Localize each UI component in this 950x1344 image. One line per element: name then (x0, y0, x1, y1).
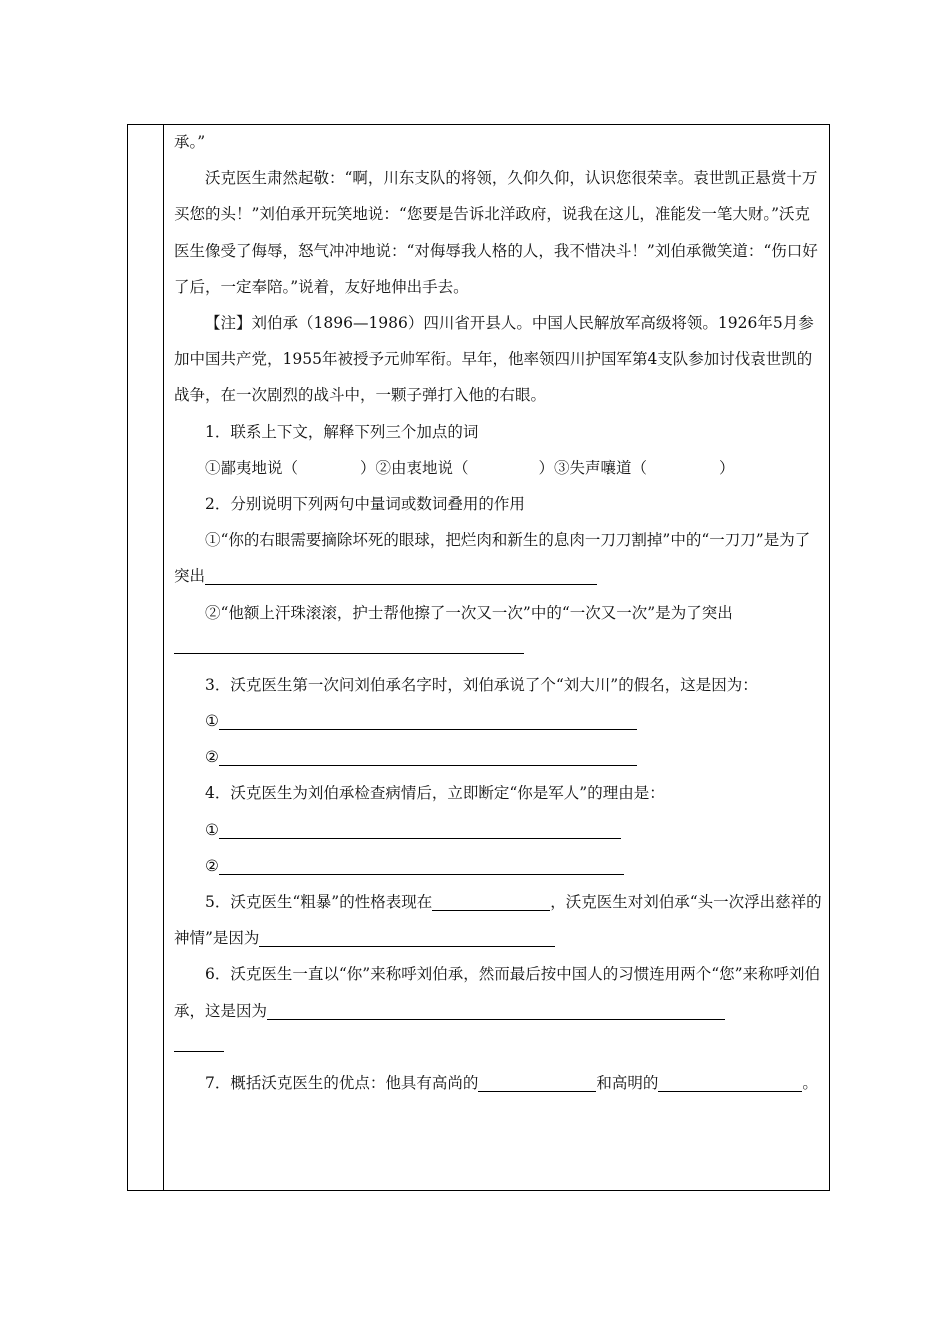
answer-blank[interactable] (174, 1029, 224, 1052)
question-2b: ②“他额上汗珠滚滚，护士帮他擦了一次又一次”中的“一次又一次”是为了突出 (205, 603, 733, 622)
question-5: 5．沃克医生“粗暴”的性格表现在 ，沃克医生对刘伯承“头一次浮出慈祥的神情”是因为 (174, 893, 822, 948)
question-3: 3．沃克医生第一次问刘伯承名字时，刘伯承说了个“刘大川”的假名，这是因为： (205, 675, 758, 694)
answer-blank[interactable] (259, 930, 555, 947)
answer-blank[interactable] (219, 749, 637, 766)
question-1-items: ①鄙夷地说（ ）②由衷地说（ ）③失声嚷道（ ） (205, 458, 735, 477)
question-6: 6．沃克医生一直以“你”来称呼刘伯承，然而最后按中国人的习惯连用两个“您”来称呼刘伯承，这是因为 (174, 965, 821, 1020)
column-divider (163, 124, 164, 1191)
question-4-answer-2: ② (174, 848, 822, 884)
question-2: 2．分别说明下列两句中量词或数词叠用的作用 (205, 495, 525, 514)
passage-paragraph: 沃克医生肃然起敬：“啊，川东支队的将领，久仰久仰，认识您很荣幸。袁世凯正悬赏十万买您的头！”刘伯承开玩笑地说：“您要是告诉北洋政府，说我在这儿，准能发一笔大财。”沃克医生像受了侮辱，怒气冲冲地说：“对侮辱我人格的人，我不惜决斗！”刘伯承微笑道：“伤口好了后，一定奉陪。”说着，友好地伸出手去。 (174, 169, 818, 296)
worksheet-content (174, 124, 822, 1101)
question-3-answer-1: ① (174, 703, 822, 739)
answer-blank[interactable] (658, 1075, 788, 1092)
answer-blank[interactable] (478, 1075, 596, 1092)
answer-blank[interactable] (219, 713, 637, 730)
question-7: 7．概括沃克医生的优点：他具有高尚的 和高明的 。 (205, 1073, 818, 1092)
question-3-answer-2: ② (174, 739, 822, 775)
passage-line: 承。” (174, 133, 206, 151)
answer-blank[interactable] (267, 1002, 725, 1019)
answer-blank[interactable] (205, 568, 597, 585)
answer-blank[interactable] (432, 894, 550, 911)
note-paragraph: 【注】刘伯承（1896—1986）四川省开县人。中国人民解放军高级将领。1926年5月参加中国共产党，1955年被授予元帅军衔。早年，他率领四川护国军第4支队参加讨伐袁世凯的战争，在一次剧烈的战斗中，一颗子弹打入他的右眼。 (174, 314, 814, 405)
answer-blank[interactable] (788, 1075, 802, 1092)
question-2a: ①“你的右眼需要摘除坏死的眼球，把烂肉和新生的息肉一刀刀割掉”中的“一刀刀”是为了突出 (174, 531, 811, 586)
question-4: 4．沃克医生为刘伯承检查病情后，立即断定“你是军人”的理由是： (205, 784, 665, 803)
answer-blank[interactable] (174, 631, 524, 654)
answer-blank[interactable] (219, 821, 621, 838)
question-4-answer-1: ① (174, 812, 822, 848)
question-1: 1．联系上下文，解释下列三个加点的词 (205, 422, 479, 441)
answer-blank[interactable] (219, 858, 624, 875)
